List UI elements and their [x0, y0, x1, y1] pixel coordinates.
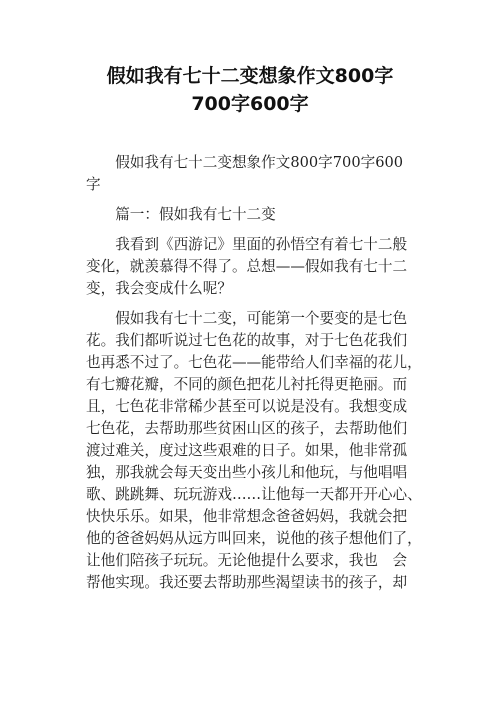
body-line-11: 且，七色花非常稀少甚至可以说是没有。我想变成	[86, 398, 408, 415]
body-line-7: 假如我有七十二变，可能第一个要变的是七色	[86, 310, 408, 327]
body-line-14: 独，那我就会每天变出些小孩儿和他玩，与他唱唱	[86, 464, 408, 481]
body-line-12: 七色花，去帮助那些贫困山区的孩子，去帮助他们	[86, 420, 408, 437]
body-line-2: 字	[86, 176, 101, 193]
body-line-17: 他的爸爸妈妈从远方叫回来，说他的孩子想他们了，	[86, 530, 422, 547]
body-line-1: 假如我有七十二变想象作文800字700字600	[86, 154, 404, 171]
document-title-line-1: 假如我有七十二变想象作文800字	[106, 65, 394, 87]
body-line-19: 帮他实现。我还要去帮助那些渴望读书的孩子，却	[86, 574, 408, 591]
body-line-9: 也再悉不过了。七色花——能带给人们幸福的花儿，	[86, 354, 422, 371]
body-line-18: 让他们陪孩子玩玩。无论他提什么要求，我也 会	[86, 552, 408, 569]
body-line-6: 变，我会变成什么呢？	[86, 280, 232, 297]
body-line-15: 歌、跳跳舞、玩玩游戏……让他每一天都开开心心、	[86, 486, 422, 503]
body-line-13: 渡过难关，度过这些艰难的日子。如果，他非常孤	[86, 442, 408, 459]
document-title-line-2: 700字600字	[191, 93, 309, 115]
body-line-10: 有七瓣花瓣，不同的颜色把花儿衬托得更艳丽。而	[86, 376, 408, 393]
body-line-16: 快快乐乐。如果，他非常想念爸爸妈妈，我就会把	[86, 508, 408, 525]
body-line-5: 变化，就羡慕得不得了。总想——假如我有七十二	[86, 258, 408, 275]
section-heading: 篇一：假如我有七十二变	[86, 206, 276, 223]
body-line-8: 花。我们都听说过七色花的故事，对于七色花我们	[86, 332, 408, 349]
body-line-4: 我看到《西游记》里面的孙悟空有着七十二般	[86, 236, 408, 253]
